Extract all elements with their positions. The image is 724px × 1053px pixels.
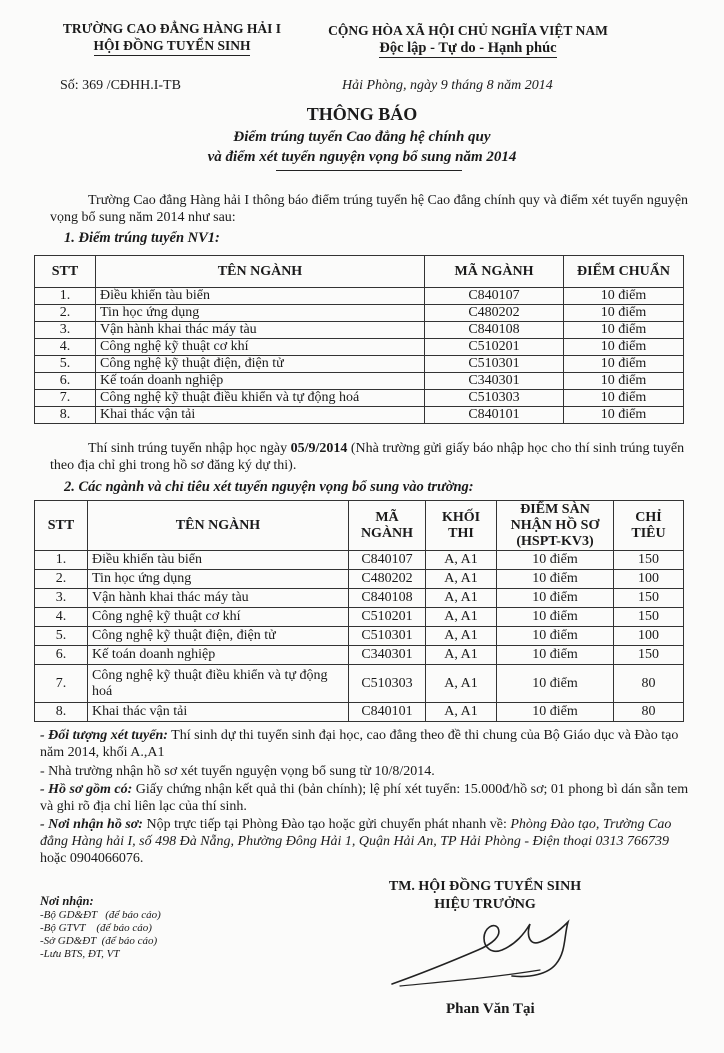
table-row: 4. Công nghệ kỹ thuật cơ khí C510201 A, A1 10 điểm 150 (35, 608, 684, 627)
table-row: 1. Điều khiển tàu biển C840107 10 điểm (35, 288, 684, 305)
recipients-block (40, 893, 161, 961)
table-row: 7. Công nghệ kỹ thuật điều khiển và tự động hoá C510303 10 điểm (35, 390, 684, 407)
table-row: 8. Khai thác vận tải C840101 A, A1 10 điểm 80 (35, 703, 684, 722)
nv1-score-table (34, 255, 684, 424)
col-stt: STT (35, 256, 96, 288)
required-documents: - Hồ sơ gồm có: Giấy chứng nhận kết quả thi (bản chính); lệ phí xét tuyển: 15.000đ/hồ sơ; 01 phong bì dán sẵn tem và ghi rõ địa chỉ liên lạc của thí sinh. (40, 782, 689, 814)
submission-place: - Nơi nhận hồ sơ: Nộp trực tiếp tại Phòng Đào tạo hoặc gửi chuyển phát nhanh về: Phòng Đào tạo, Trường Cao đẳng Hàng hải I, số 498 Đà Nẵng, Phường Đông Hải 1, Quận Hải An, TP Hải Phòng - Điện thoại 0313 766739 hoặc 0904066076. (40, 817, 672, 866)
enrollment-date: 05/9/2014 (290, 441, 348, 456)
title-line-2: và điểm xét tuyển nguyện vọng bổ sung năm 2014 (207, 149, 517, 165)
document-title: THÔNG BÁO (306, 104, 418, 124)
receive-date: - Nhà trường nhận hồ sơ xét tuyển nguyện vọng bổ sung từ 10/8/2014. (40, 764, 435, 779)
col-exam-block: KHỐI THI (426, 501, 497, 551)
target-candidates: - Đối tượng xét tuyển: Thí sinh dự thi tuyển sinh đại học, cao đẳng theo đề thi chung của Bộ Giáo dục và Đào tạo năm 2014, khối A.,A1 (40, 728, 679, 760)
table-row: 3. Vận hành khai thác máy tàu C840108 A, A1 10 điểm 150 (35, 589, 684, 608)
admission-details (40, 727, 696, 867)
col-major-name: TÊN NGÀNH (96, 256, 425, 288)
col-quota: CHỈ TIÊU (614, 501, 684, 551)
section-1-heading: 1. Điểm trúng tuyển NV1: (64, 230, 220, 246)
col-stt: STT (35, 501, 88, 551)
organization-header (52, 20, 292, 56)
enrollment-note: Thí sinh trúng tuyển nhập học ngày 05/9/2014 (Nhà trường gửi giấy báo nhập học cho thí sinh trúng tuyển theo địa chỉ ghi trong hồ sơ đăng ký dự thi). (50, 441, 685, 473)
table-row: 7. Công nghệ kỹ thuật điều khiển và tự động hoá C510303 A, A1 10 điểm 80 (35, 665, 684, 703)
national-motto: Độc lập - Tự do - Hạnh phúc (379, 40, 557, 56)
col-major-code: MÃ NGÀNH (349, 501, 426, 551)
country-name: CỘNG HÒA XÃ HỘI CHỦ NGHĨA VIỆT NAM (328, 23, 608, 38)
table-row: 4. Công nghệ kỹ thuật cơ khí C510201 10 điểm (35, 339, 684, 356)
signer-name: Phan Văn Tại (446, 1001, 535, 1017)
table-row: 5. Công nghệ kỹ thuật điện, điện tử C510301 10 điểm (35, 356, 684, 373)
handwritten-signature (380, 912, 600, 992)
recipient-item: -Bộ GTVT (để báo cáo) (40, 922, 152, 934)
signature-title: TM. HỘI ĐỒNG TUYỂN SINH HIỆU TRƯỞNG (388, 879, 582, 912)
recipient-item: -Lưu BTS, ĐT, VT (40, 948, 120, 960)
table-row: 6. Kế toán doanh nghiệp C340301 10 điểm (35, 373, 684, 390)
intro-paragraph: Trường Cao đẳng Hàng hải I thông báo điểm trúng tuyển hệ Cao đẳng chính quy và điểm xét tuyển nguyện vọng bổ sung năm 2014 như sau: (50, 193, 689, 225)
org-name: TRƯỜNG CAO ĐẲNG HÀNG HẢI I (62, 21, 282, 36)
recipient-item: -Sở GD&ĐT (để báo cáo) (40, 935, 158, 947)
recipients-label: Nơi nhận: (40, 894, 94, 908)
org-council: HỘI ĐỒNG TUYỂN SINH (94, 37, 251, 56)
table-row: 5. Công nghệ kỹ thuật điện, điện tử C510301 A, A1 10 điểm 100 (35, 627, 684, 646)
section-2-heading: 2. Các ngành và chỉ tiêu xét tuyển nguyện vọng bổ sung vào trường: (64, 479, 474, 495)
col-major-code: MÃ NGÀNH (425, 256, 564, 288)
title-underline (276, 170, 462, 171)
supplementary-admission-table (34, 500, 684, 722)
national-header (312, 22, 624, 58)
table-row: 8. Khai thác vận tải C840101 10 điểm (35, 407, 684, 424)
recipient-item: -Bộ GD&ĐT (để báo cáo) (40, 909, 161, 921)
col-cutoff-score: ĐIỂM CHUẨN (564, 256, 684, 288)
col-major-name: TÊN NGÀNH (88, 501, 349, 551)
reference-number: Số: 369 /CĐHH.I-TB (60, 78, 181, 93)
table-row: 1. Điều khiển tàu biển C840107 A, A1 10 điểm 150 (35, 551, 684, 570)
table-row: 6. Kế toán doanh nghiệp C340301 A, A1 10 điểm 150 (35, 646, 684, 665)
table-row: 2. Tin học ứng dụng C480202 10 điểm (35, 305, 684, 322)
table-row: 3. Vận hành khai thác máy tàu C840108 10 điểm (35, 322, 684, 339)
title-line-1: Điểm trúng tuyển Cao đẳng hệ chính quy (233, 129, 491, 145)
place-date: Hải Phòng, ngày 9 tháng 8 năm 2014 (342, 78, 553, 93)
col-minimum-score: ĐIỂM SÀN NHẬN HỒ SƠ (HSPT-KV3) (497, 501, 614, 551)
table-row: 2. Tin học ứng dụng C480202 A, A1 10 điểm 100 (35, 570, 684, 589)
